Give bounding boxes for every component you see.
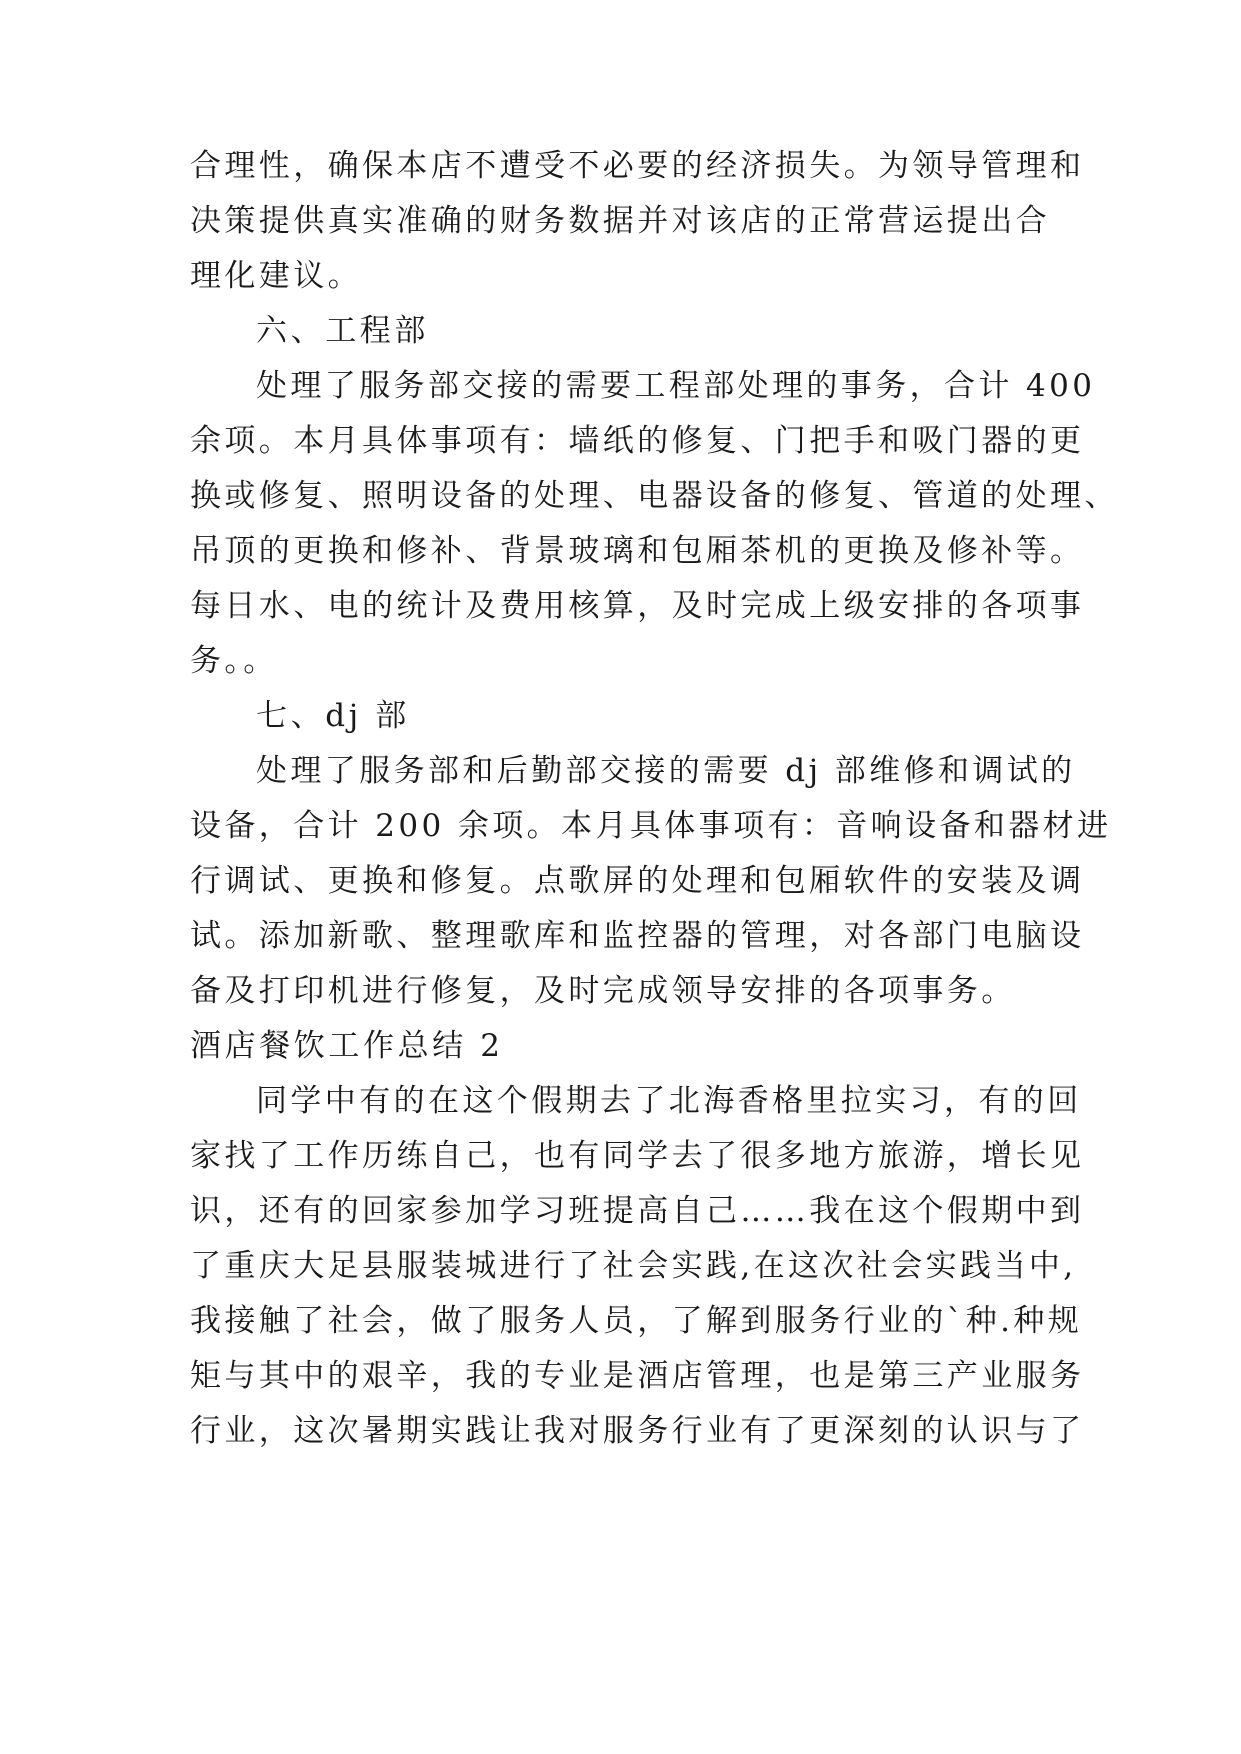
paragraph-line: 务。。 — [190, 643, 278, 679]
paragraph-line: 处理了服务部和后勤部交接的需要 dj 部维修和调试的 — [256, 753, 1076, 789]
paragraph-line: 理化建议。 — [190, 258, 362, 294]
paragraph-line: 决策提供真实准确的财务数据并对该店的正常营运提出合 — [190, 203, 1050, 239]
section-heading: 七、dj 部 — [256, 698, 410, 734]
paragraph-line: 每日水、电的统计及费用核算，及时完成上级安排的各项事 — [190, 588, 1085, 624]
paragraph-line: 吊顶的更换和修补、背景玻璃和包厢茶机的更换及修补等。 — [190, 533, 1085, 569]
paragraph-line: 试。添加新歌、整理歌库和监控器的管理，对各部门电脑设 — [190, 918, 1085, 954]
paragraph-line: 行调试、更换和修复。点歌屏的处理和包厢软件的安装及调 — [190, 863, 1085, 899]
paragraph-line: 换或修复、照明设备的处理、电器设备的修复、管道的处理、 — [190, 478, 1119, 514]
paragraph-line: 处理了服务部交接的需要工程部处理的事务，合计 400 — [256, 368, 1096, 404]
paragraph-line: 余项。本月具体事项有：墙纸的修复、门把手和吸门器的更 — [190, 423, 1085, 459]
paragraph-line: 设备，合计 200 余项。本月具体事项有：音响设备和器材进 — [190, 808, 1112, 844]
paragraph-line: 识，还有的回家参加学习班提高自己……我在这个假期中到 — [190, 1193, 1085, 1229]
paragraph-line: 矩与其中的艰辛，我的专业是酒店管理，也是第三产业服务 — [190, 1358, 1085, 1394]
paragraph-line: 我接触了社会，做了服务人员，了解到服务行业的`种.种规 — [190, 1303, 1083, 1339]
document-title: 酒店餐饮工作总结 2 — [190, 1028, 504, 1064]
paragraph-line: 了重庆大足县服装城进行了社会实践,在这次社会实践当中, — [190, 1248, 1077, 1284]
paragraph-line: 同学中有的在这个假期去了北海香格里拉实习，有的回 — [256, 1083, 1082, 1119]
section-heading: 六、工程部 — [256, 313, 429, 349]
paragraph-line: 备及打印机进行修复，及时完成领导安排的各项事务。 — [190, 973, 1016, 1009]
paragraph-line: 合理性，确保本店不遭受不必要的经济损失。为领导管理和 — [190, 148, 1085, 184]
paragraph-line: 家找了工作历练自己，也有同学去了很多地方旅游，增长见 — [190, 1138, 1085, 1174]
paragraph-line: 行业，这次暑期实践让我对服务行业有了更深刻的认识与了 — [190, 1413, 1085, 1449]
